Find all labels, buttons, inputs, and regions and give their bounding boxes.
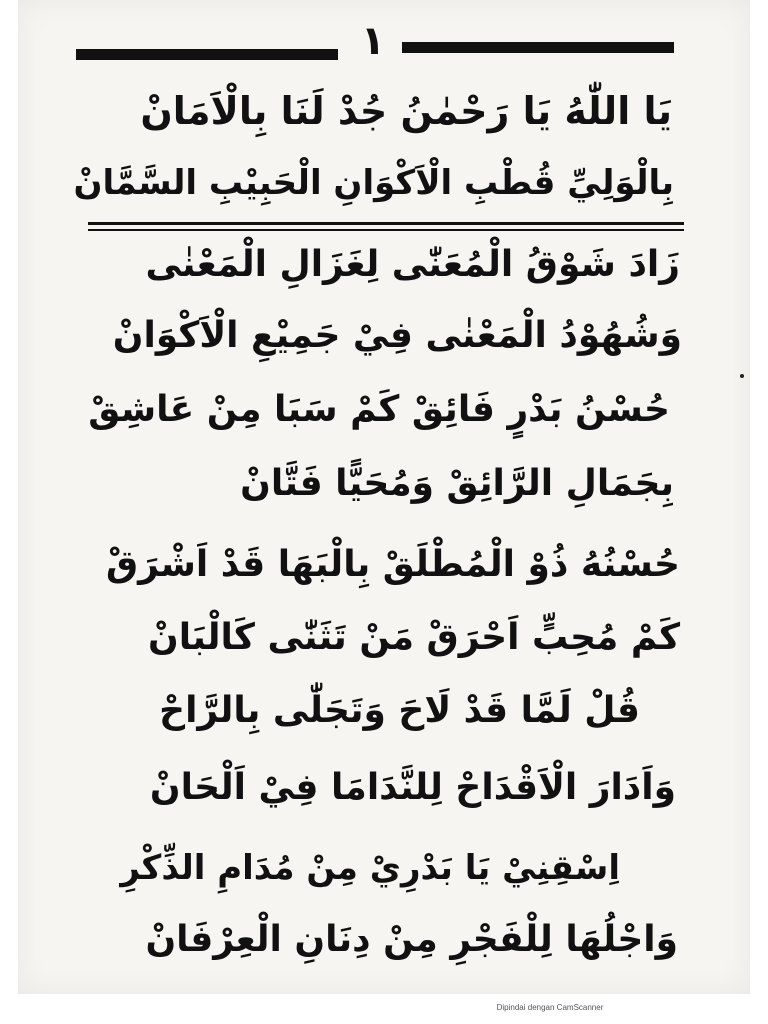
verse-5: حُسْنُهُ ذُوْ الْمُطْلَقْ بِالْبَهَا قَدْ اَشْرَقْ [105, 544, 680, 585]
verse-8: وَاَدَارَ الْاَقْدَاحْ لِلنَّدَامَا فِيْ اَلْحَانْ [149, 767, 676, 808]
verse-1: زَادَ شَوْقُ الْمُعَنّٰى لِغَزَالِ الْمَعْنٰى [145, 244, 680, 285]
heading-underline [88, 222, 684, 225]
verse-9: اِسْقِنِيْ يَا بَدْرِيْ مِنْ مُدَامِ الذِّكْرِ [120, 848, 620, 888]
heading-line-2: بِالْوَلِيِّ قُطْبِ الْاَكْوَانِ الْحَبِيْبِ السَّمَّانْ [73, 163, 674, 203]
verse-7: قُلْ لَمَّا قَدْ لَاحَ وَتَجَلّٰى بِالرَّاحْ [159, 690, 640, 731]
heading-underline-thin [88, 229, 684, 231]
verse-4: بِجَمَالِ الرَّائِقْ وَمُحَيًّا فَتَّانْ [240, 463, 674, 504]
scanner-watermark: Dipindai dengan CamScanner [496, 1003, 604, 1012]
scan-speck [740, 374, 744, 378]
verse-10: وَاجْلُهَا لِلْفَجْرِ مِنْ دِنَانِ الْعِرْفَانْ [145, 919, 678, 960]
scanned-page [18, 0, 750, 994]
header-rule-left [76, 49, 338, 60]
page-number: ١ [360, 18, 386, 64]
verse-3: حُسْنُ بَدْرٍ فَائِقْ كَمْ سَبَا مِنْ عَاشِقْ [88, 389, 670, 430]
verse-6: كَمْ مُحِبٍّ اَحْرَقْ مَنْ تَثَنّٰى كَالْبَانْ [148, 617, 680, 658]
heading-line-1: يَا اللّٰهُ يَا رَحْمٰنُ جُدْ لَنَا بِالْاَمَانْ [140, 89, 672, 133]
header-rule-right [402, 42, 674, 53]
verse-2: وَشُهُوْدُ الْمَعْنٰى فِيْ جَمِيْعِ الْاَكْوَانْ [112, 315, 682, 356]
